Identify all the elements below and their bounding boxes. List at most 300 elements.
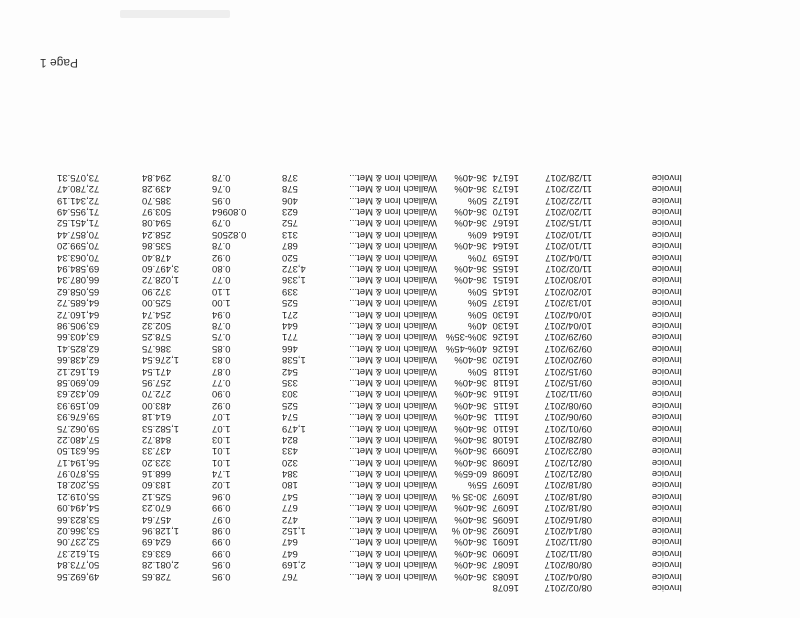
cell-date: 09/29/2017 — [544, 342, 592, 354]
cell-amount: 257.95 — [142, 376, 172, 388]
cell-rate: 0.92 — [212, 251, 231, 263]
table-row — [52, 559, 682, 570]
table-row — [52, 342, 682, 353]
cell-date: 08/08/2017 — [544, 559, 592, 571]
cell-num: 16108 — [492, 433, 519, 445]
table-row — [52, 411, 682, 422]
cell-type: Invoice — [651, 263, 682, 275]
cell-num: 16098 — [492, 456, 519, 468]
cell-balance: 70,063.34 — [57, 251, 100, 263]
cell-type: Invoice — [651, 251, 682, 263]
cell-pct: 36-40% — [454, 547, 487, 559]
cell-num: 16170 — [492, 206, 519, 218]
cell-num: 16095 — [492, 513, 519, 525]
cell-qty: 824 — [282, 433, 298, 445]
cell-rate: 1.01 — [212, 445, 231, 457]
cell-balance: 64,685.72 — [57, 297, 100, 309]
table-row — [52, 479, 682, 490]
cell-qty: 335 — [282, 376, 298, 388]
table-row — [52, 308, 682, 319]
cell-type: Invoice — [651, 228, 682, 240]
cell-num: 16126 — [492, 342, 519, 354]
cell-type: Invoice — [651, 570, 682, 582]
cell-rate: 0.95 — [212, 559, 231, 571]
cell-amount: 3,497.60 — [142, 263, 179, 275]
cell-qty: 271 — [282, 308, 298, 320]
cell-rate: 0.97 — [212, 513, 231, 525]
cell-pct: 36-40% — [454, 536, 487, 548]
cell-name: Wallach Iron & Met... — [349, 217, 437, 229]
cell-amount: 578.25 — [142, 331, 172, 343]
cell-amount: 624.69 — [142, 536, 172, 548]
cell-date: 11/22/2017 — [545, 194, 592, 206]
cell-pct: 36-40% — [454, 274, 487, 286]
cell-rate: 0.79 — [212, 217, 231, 229]
table-row — [52, 217, 682, 228]
cell-amount: 478.40 — [142, 251, 172, 263]
cell-num: 16087 — [492, 559, 519, 571]
cell-qty: 303 — [282, 388, 298, 400]
cell-amount: 503.97 — [142, 206, 172, 218]
cell-rate: 0.80964 — [212, 206, 247, 218]
cell-rate: 1.01 — [212, 456, 231, 468]
cell-type: Invoice — [651, 285, 682, 297]
cell-balance: 54,494.09 — [57, 502, 100, 514]
cell-date: 09/06/2017 — [544, 411, 592, 423]
cell-amount: 594.08 — [142, 217, 172, 229]
cell-date: 08/14/2017 — [544, 525, 592, 537]
cell-qty: 525 — [282, 297, 298, 309]
cell-qty: 644 — [282, 320, 298, 332]
table-row — [52, 490, 682, 501]
cell-rate: 1.02 — [212, 479, 231, 491]
cell-amount: 1,028.72 — [142, 274, 179, 286]
cell-num: 16111 — [493, 411, 519, 423]
cell-qty: 1,479 — [282, 422, 306, 434]
cell-amount: 183.60 — [142, 479, 172, 491]
cell-rate: 0.75 — [212, 331, 231, 343]
cell-balance: 60,690.58 — [57, 376, 100, 388]
cell-amount: 272.70 — [142, 388, 172, 400]
cell-name: Wallach Iron & Met... — [349, 399, 437, 411]
cell-name: Wallach Iron & Met... — [349, 456, 437, 468]
table-row — [52, 274, 682, 285]
cell-amount: 294.84 — [142, 171, 172, 183]
cell-balance: 69,584.94 — [57, 263, 100, 275]
table-row — [52, 536, 682, 547]
cell-type: Invoice — [651, 376, 682, 388]
cell-pct: 36-40% — [454, 376, 487, 388]
cell-qty: 339 — [282, 285, 298, 297]
cell-pct: 36-40% — [454, 183, 487, 195]
cell-type: Invoice — [651, 411, 682, 423]
table-row — [52, 434, 682, 445]
cell-num: 16130 — [492, 308, 519, 320]
cell-num: 16097 — [492, 479, 519, 491]
cell-balance: 73,075.31 — [57, 171, 100, 183]
cell-date: 09/11/2017 — [545, 388, 592, 400]
cell-num: 16137 — [492, 297, 519, 309]
cell-name: Wallach Iron & Met... — [349, 536, 437, 548]
cell-rate: 1.10 — [212, 285, 231, 297]
cell-balance: 60,159.93 — [57, 399, 100, 411]
table-row — [52, 399, 682, 410]
cell-name: Wallach Iron & Met... — [349, 331, 437, 343]
table-row — [52, 297, 682, 308]
cell-pct: 40%-45% — [445, 342, 487, 354]
cell-amount: 1,128.96 — [142, 525, 179, 537]
cell-name: Wallach Iron & Met... — [349, 376, 437, 388]
cell-balance: 50,773.84 — [57, 559, 100, 571]
cell-type: Invoice — [651, 342, 682, 354]
cell-balance: 59,676.93 — [57, 411, 100, 423]
table-row — [52, 582, 682, 593]
cell-qty: 1,538 — [282, 354, 306, 366]
cell-num: 16130 — [492, 320, 519, 332]
cell-balance: 71,451.52 — [57, 217, 100, 229]
cell-pct: 50% — [467, 308, 487, 320]
cell-type: Invoice — [651, 183, 682, 195]
cell-num: 16172 — [492, 194, 519, 206]
cell-date: 11/04/2017 — [545, 251, 592, 263]
cell-date: 08/11/2017 — [545, 536, 592, 548]
table-row — [52, 331, 682, 342]
cell-pct: 36-40% — [454, 445, 487, 457]
cell-qty: 313 — [282, 228, 298, 240]
cell-rate: 1.07 — [212, 422, 231, 434]
cell-amount: 525.12 — [142, 490, 172, 502]
cell-type: Invoice — [651, 582, 682, 593]
cell-name: Wallach Iron & Met... — [349, 354, 437, 366]
cell-name: Wallach Iron & Met... — [349, 388, 437, 400]
cell-type: Invoice — [651, 479, 682, 491]
table-row — [52, 354, 682, 365]
table-row — [52, 172, 682, 183]
cell-amount: 848.72 — [142, 433, 172, 445]
cell-num: 16164 — [492, 240, 519, 252]
cell-qty: 4,372 — [282, 263, 306, 275]
cell-balance: 55,019.21 — [57, 490, 100, 502]
cell-num: 16118 — [493, 365, 519, 377]
cell-rate: 0.98 — [212, 525, 231, 537]
cell-type: Invoice — [651, 297, 682, 309]
table-row — [52, 388, 682, 399]
cell-name: Wallach Iron & Met... — [349, 502, 437, 514]
cell-type: Invoice — [651, 525, 682, 537]
table-row — [52, 525, 682, 536]
cell-rate: 0.76 — [212, 183, 231, 195]
cell-num: 16092 — [492, 525, 519, 537]
cell-qty: 752 — [282, 217, 298, 229]
cell-balance: 72,780.47 — [57, 183, 100, 195]
cell-name: Wallach Iron & Met... — [349, 559, 437, 571]
cell-type: Invoice — [651, 388, 682, 400]
cell-balance: 53,366.02 — [57, 525, 100, 537]
cell-balance: 55,870.97 — [57, 468, 100, 480]
cell-pct: 30%-35% — [445, 331, 487, 343]
cell-pct: 36-40 % — [451, 525, 487, 537]
cell-amount: 258.24 — [142, 228, 172, 240]
cell-type: Invoice — [651, 217, 682, 229]
cell-date: 09/29/2017 — [544, 331, 592, 343]
cell-balance: 57,480.22 — [57, 433, 100, 445]
cell-qty: 542 — [282, 365, 298, 377]
cell-type: Invoice — [651, 240, 682, 252]
cell-num: 16120 — [492, 354, 519, 366]
cell-qty: 1,152 — [282, 525, 306, 537]
cell-pct: 36-40% — [454, 456, 487, 468]
cell-qty: 623 — [282, 206, 298, 218]
cell-name: Wallach Iron & Met... — [349, 206, 437, 218]
cell-amount: 439.28 — [142, 183, 172, 195]
cell-type: Invoice — [651, 502, 682, 514]
cell-rate: 0.99 — [212, 536, 231, 548]
table-row — [52, 456, 682, 467]
cell-balance: 49,692.56 — [57, 570, 100, 582]
cell-qty: 466 — [282, 342, 298, 354]
cell-rate: 0.85 — [212, 342, 231, 354]
cell-rate: 0.78 — [212, 240, 231, 252]
cell-name: Wallach Iron & Met... — [349, 251, 437, 263]
cell-pct: 36-40% — [454, 433, 487, 445]
cell-rate: 0.80 — [212, 263, 231, 275]
cell-rate: 0.77 — [212, 274, 231, 286]
cell-num: 16091 — [492, 536, 519, 548]
cell-amount: 668.16 — [142, 468, 172, 480]
cell-type: Invoice — [651, 468, 682, 480]
cell-pct: 55% — [467, 479, 487, 491]
cell-name: Wallach Iron & Met... — [349, 194, 437, 206]
cell-qty: 578 — [282, 183, 298, 195]
table-row — [52, 422, 682, 433]
cell-name: Wallach Iron & Met... — [349, 228, 437, 240]
table-row — [52, 365, 682, 376]
cell-rate: 0.90 — [212, 388, 231, 400]
cell-date: 10/04/2017 — [544, 320, 592, 332]
cell-pct: 50% — [467, 194, 487, 206]
cell-amount: 254.74 — [142, 308, 172, 320]
cell-num: 16167 — [492, 217, 519, 229]
cell-type: Invoice — [651, 274, 682, 286]
cell-date: 09/15/2017 — [544, 376, 592, 388]
cell-qty: 406 — [282, 194, 298, 206]
cell-amount: 1,582.53 — [142, 422, 179, 434]
cell-rate: 0.92 — [212, 399, 231, 411]
table-row — [52, 229, 682, 240]
cell-amount: 2,081.28 — [142, 559, 179, 571]
cell-rate: 0.95 — [212, 570, 231, 582]
cell-pct: 36-40% — [454, 399, 487, 411]
cell-num: 16090 — [492, 547, 519, 559]
cell-date: 11/20/2017 — [545, 206, 592, 218]
cell-pct: 50% — [467, 285, 487, 297]
cell-balance: 66,087.34 — [57, 274, 100, 286]
cell-date: 11/15/2017 — [545, 217, 592, 229]
cell-balance: 64,160.72 — [57, 308, 100, 320]
cell-type: Invoice — [651, 171, 682, 183]
cell-num: 16116 — [493, 388, 519, 400]
cell-date: 08/28/2017 — [544, 433, 592, 445]
table-row — [52, 570, 682, 581]
cell-amount: 372.90 — [142, 285, 172, 297]
cell-balance: 56,194.17 — [57, 456, 100, 468]
cell-rate: 0.99 — [212, 502, 231, 514]
cell-qty: 433 — [282, 445, 298, 457]
cell-date: 11/02/2017 — [545, 263, 592, 275]
cell-amount: 1,276.54 — [142, 354, 179, 366]
cell-pct: 36-40% — [454, 217, 487, 229]
cell-type: Invoice — [651, 331, 682, 343]
cell-balance: 59,062.75 — [57, 422, 100, 434]
cell-amount: 483.00 — [142, 399, 172, 411]
cell-type: Invoice — [651, 194, 682, 206]
cell-qty: 771 — [282, 331, 298, 343]
cell-num: 16097 — [492, 502, 519, 514]
cell-name: Wallach Iron & Met... — [349, 547, 437, 559]
cell-type: Invoice — [651, 320, 682, 332]
cell-qty: 687 — [282, 240, 298, 252]
cell-name: Wallach Iron & Met... — [349, 285, 437, 297]
cell-name: Wallach Iron & Met... — [349, 479, 437, 491]
cell-amount: 728.65 — [142, 570, 172, 582]
cell-rate: 0.94 — [212, 308, 231, 320]
table-row — [52, 285, 682, 296]
cell-date: 09/08/2017 — [544, 399, 592, 411]
cell-rate: 0.82505 — [212, 228, 247, 240]
cell-balance: 55,202.81 — [57, 479, 100, 491]
cell-amount: 670.23 — [142, 502, 172, 514]
cell-balance: 52,237.06 — [57, 536, 100, 548]
cell-qty: 647 — [282, 536, 298, 548]
table-row — [52, 377, 682, 388]
table-row — [52, 445, 682, 456]
cell-balance: 70,599.20 — [57, 240, 100, 252]
cell-balance: 51,612.37 — [57, 547, 100, 559]
cell-amount: 323.20 — [142, 456, 172, 468]
cell-amount: 471.54 — [142, 365, 172, 377]
table-row — [52, 513, 682, 524]
cell-name: Wallach Iron & Met... — [349, 320, 437, 332]
cell-name: Wallach Iron & Met... — [349, 171, 437, 183]
cell-name: Wallach Iron & Met... — [349, 445, 437, 457]
cell-type: Invoice — [651, 365, 682, 377]
cell-type: Invoice — [651, 206, 682, 218]
cell-amount: 457.64 — [142, 513, 172, 525]
cell-balance: 60,432.63 — [57, 388, 100, 400]
cell-pct: 36-40% — [454, 240, 487, 252]
cell-pct: 60% — [467, 228, 487, 240]
cell-date: 11/28/2017 — [545, 171, 592, 183]
cell-num: 16173 — [492, 183, 519, 195]
cell-rate: 0.96 — [212, 490, 231, 502]
cell-amount: 502.32 — [142, 320, 172, 332]
cell-balance: 63,403.66 — [57, 331, 100, 343]
table-row — [52, 194, 682, 205]
cell-date: 08/02/2017 — [544, 582, 592, 593]
cell-num: 16083 — [492, 570, 519, 582]
cell-amount: 525.00 — [142, 297, 172, 309]
cell-type: Invoice — [651, 513, 682, 525]
cell-amount: 385.70 — [142, 194, 172, 206]
cell-date: 10/13/2017 — [544, 297, 592, 309]
cell-name: Wallach Iron & Met... — [349, 525, 437, 537]
cell-num: 16126 — [492, 331, 519, 343]
cell-type: Invoice — [651, 354, 682, 366]
cell-rate: 0.78 — [212, 171, 231, 183]
cell-rate: 1.00 — [212, 297, 231, 309]
cell-name: Wallach Iron & Met... — [349, 433, 437, 445]
cell-num: 16155 — [492, 263, 519, 275]
cell-type: Invoice — [651, 547, 682, 559]
cell-qty: 2,169 — [282, 559, 306, 571]
cell-pct: 50% — [467, 297, 487, 309]
cell-balance: 72,341.19 — [57, 194, 100, 206]
cell-pct: 36-40% — [454, 206, 487, 218]
cell-pct: 60-65% — [454, 468, 487, 480]
cell-num: 16145 — [492, 285, 519, 297]
table-row — [52, 547, 682, 558]
cell-rate: 1.74 — [212, 468, 231, 480]
cell-rate: 1.03 — [212, 433, 231, 445]
cell-name: Wallach Iron & Met... — [349, 490, 437, 502]
cell-date: 08/04/2017 — [544, 570, 592, 582]
cell-date: 08/21/2017 — [544, 456, 592, 468]
cell-qty: 767 — [282, 570, 298, 582]
cell-type: Invoice — [651, 433, 682, 445]
cell-qty: 320 — [282, 456, 298, 468]
cell-type: Invoice — [651, 536, 682, 548]
cell-qty: 1,336 — [282, 274, 306, 286]
cell-rate: 0.87 — [212, 365, 231, 377]
cell-date: 11/10/2017 — [545, 228, 592, 240]
cell-num: 16078 — [492, 582, 519, 593]
cell-amount: 633.63 — [142, 547, 172, 559]
page-label: Page 1 — [39, 56, 78, 70]
cell-balance: 71,955.49 — [57, 206, 100, 218]
cell-pct: 36-40% — [454, 570, 487, 582]
cell-qty: 525 — [282, 399, 298, 411]
cell-name: Wallach Iron & Met... — [349, 365, 437, 377]
table-row — [52, 320, 682, 331]
cell-type: Invoice — [651, 456, 682, 468]
cell-date: 10/20/2017 — [544, 285, 592, 297]
cell-num: 16110 — [493, 422, 519, 434]
cell-num: 16115 — [493, 399, 519, 411]
cell-type: Invoice — [651, 490, 682, 502]
ledger-table — [52, 172, 682, 593]
cell-balance: 61,162.12 — [57, 365, 100, 377]
cell-balance: 70,857.44 — [57, 228, 100, 240]
cell-rate: 0.77 — [212, 376, 231, 388]
cell-pct: 36-40% — [454, 559, 487, 571]
table-row — [52, 240, 682, 251]
cell-qty: 647 — [282, 547, 298, 559]
cell-qty: 677 — [282, 502, 298, 514]
cell-rate: 0.95 — [212, 194, 231, 206]
cell-name: Wallach Iron & Met... — [349, 274, 437, 286]
cell-qty: 378 — [282, 171, 298, 183]
cell-date: 08/18/2017 — [544, 490, 592, 502]
cell-pct: 36-40% — [454, 171, 487, 183]
cell-date: 10/04/2017 — [544, 308, 592, 320]
cell-num: 16174 — [492, 171, 519, 183]
cell-pct: 36-40% — [454, 422, 487, 434]
cell-name: Wallach Iron & Met... — [349, 263, 437, 275]
cell-name: Wallach Iron & Met... — [349, 183, 437, 195]
table-row — [52, 263, 682, 274]
table-row — [52, 251, 682, 262]
cell-pct: 36-40% — [454, 513, 487, 525]
